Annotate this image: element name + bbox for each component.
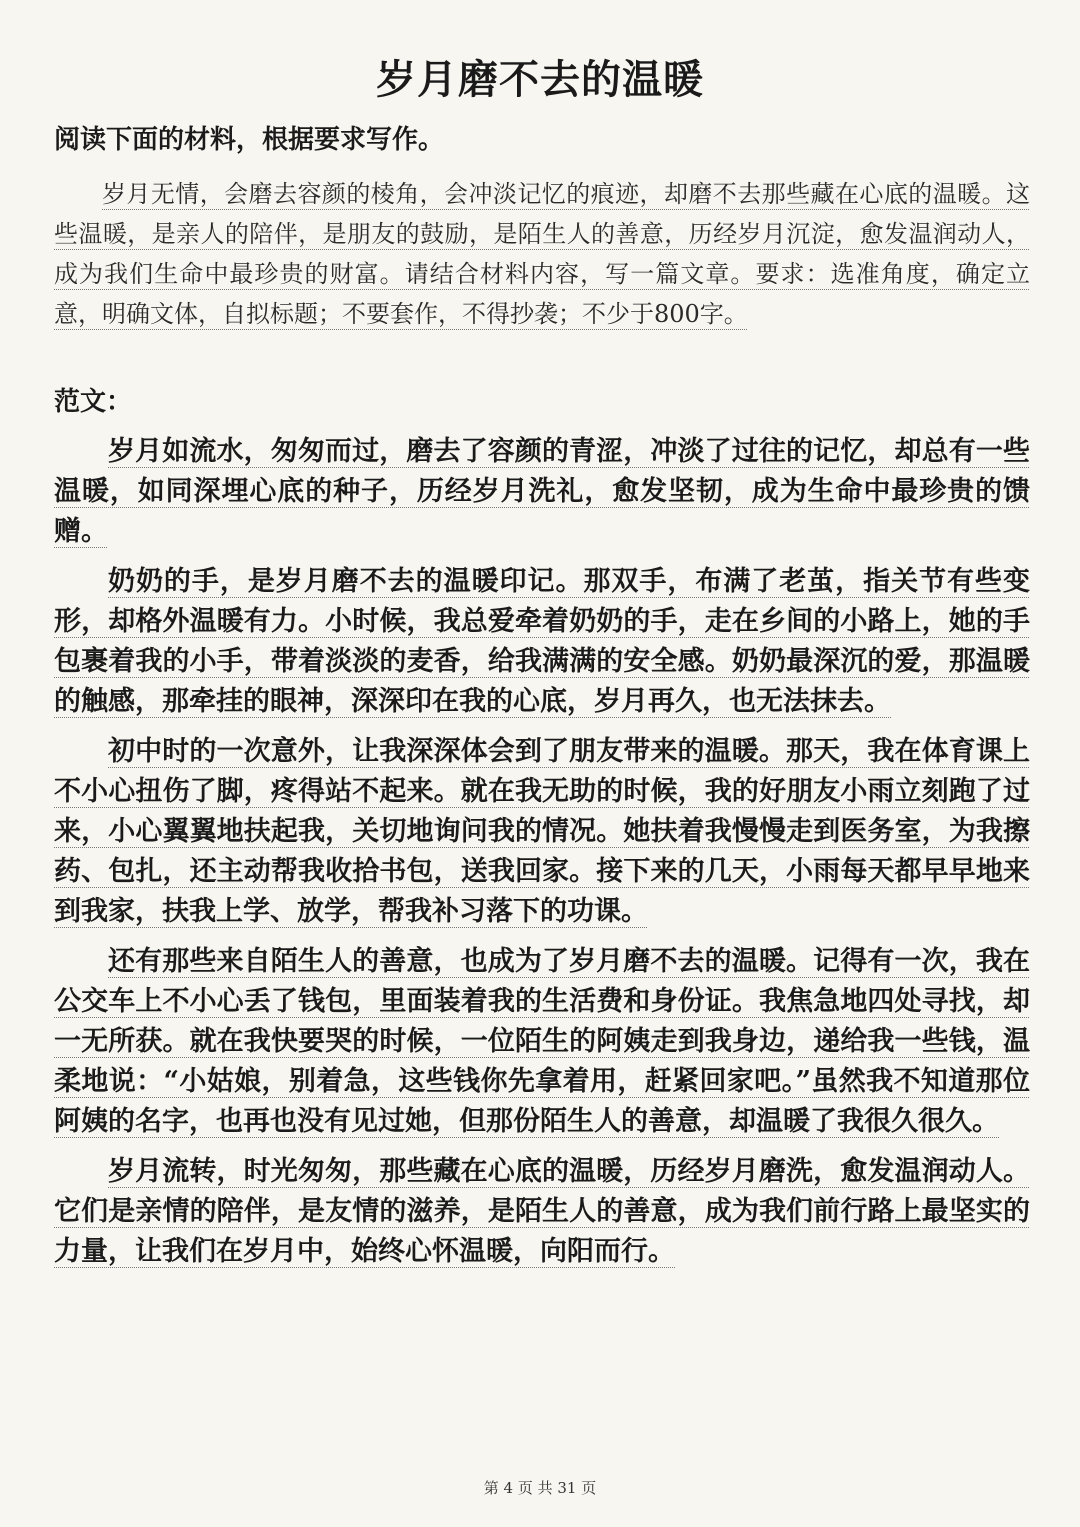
prompt-body xyxy=(54,174,1030,334)
paragraph-text: 还有那些来自陌生人的善意，也成为了岁月磨不去的温暖。记得有一次，我在公交车上不小心丢了钱包，里面装着我的生活费和身份证。我焦急地四处寻找，却一无所获。就在我快要哭的时候，一位陌生的阿姨走到我身边，递给我一些钱，温柔地说：“小姑娘，别着急，这些钱你先拿着用，赶紧回家吧。”虽然我不知道那位阿姨的名字，也再也没有见过她，但那份陌生人的善意，却温暖了我很久很久。 xyxy=(54,946,1030,1137)
essay-paragraph xyxy=(54,562,1030,722)
paragraph-text: 岁月流转，时光匆匆，那些藏在心底的温暖，历经岁月磨洗，愈发温润动人。它们是亲情的陪伴，是友情的滋养，是陌生人的善意，成为我们前行路上最坚实的力量，让我们在岁月中，始终心怀温暖，向阳而行。 xyxy=(54,1156,1030,1267)
paragraph-text: 岁月如流水，匆匆而过，磨去了容颜的青涩，冲淡了过往的记忆，却总有一些温暖，如同深埋心底的种子，历经岁月洗礼，愈发坚韧，成为生命中最珍贵的馈赠。 xyxy=(54,436,1030,547)
page-number: 第 4 页 共 31 页 xyxy=(483,1479,597,1497)
prompt-heading: 阅读下面的材料，根据要求写作。 xyxy=(54,125,445,155)
essay-paragraph xyxy=(54,942,1030,1142)
paragraph-text: 初中时的一次意外，让我深深体会到了朋友带来的温暖。那天，我在体育课上不小心扭伤了脚，疼得站不起来。就在我无助的时候，我的好朋友小雨立刻跑了过来，小心翼翼地扶起我，关切地询问我的情况。她扶着我慢慢走到医务室，为我擦药、包扎，还主动帮我收拾书包，送我回家。接下来的几天，小雨每天都早早地来到我家，扶我上学、放学，帮我补习落下的功课。 xyxy=(54,736,1030,927)
essay-paragraph xyxy=(54,432,1030,552)
prompt-text: 岁月无情，会磨去容颜的棱角，会冲淡记忆的痕迹，却磨不去那些藏在心底的温暖。这些温暖，是亲人的陪伴，是朋友的鼓励，是陌生人的善意，历经岁月沉淀，愈发温润动人，成为我们生命中最珍贵的财富。请结合材料内容，写一篇文章。要求：选准角度，确定立意，明确文体，自拟标题；不要套作，不得抄袭；不少于800字。 xyxy=(54,180,1030,328)
essay-paragraph xyxy=(54,732,1030,932)
paragraph-text: 奶奶的手，是岁月磨不去的温暖印记。那双手，布满了老茧，指关节有些变形，却格外温暖有力。小时候，我总爱牵着奶奶的手，走在乡间的小路上，她的手包裹着我的小手，带着淡淡的麦香，给我满满的安全感。奶奶最深沉的爱，那温暖的触感，那牵挂的眼神，深深印在我的心底，岁月再久，也无法抹去。 xyxy=(54,566,1030,717)
essay-body xyxy=(54,432,1030,1282)
essay-paragraph xyxy=(54,1152,1030,1272)
page-title: 岁月磨不去的温暖 xyxy=(376,57,704,103)
essay-label: 范文： xyxy=(54,387,133,417)
